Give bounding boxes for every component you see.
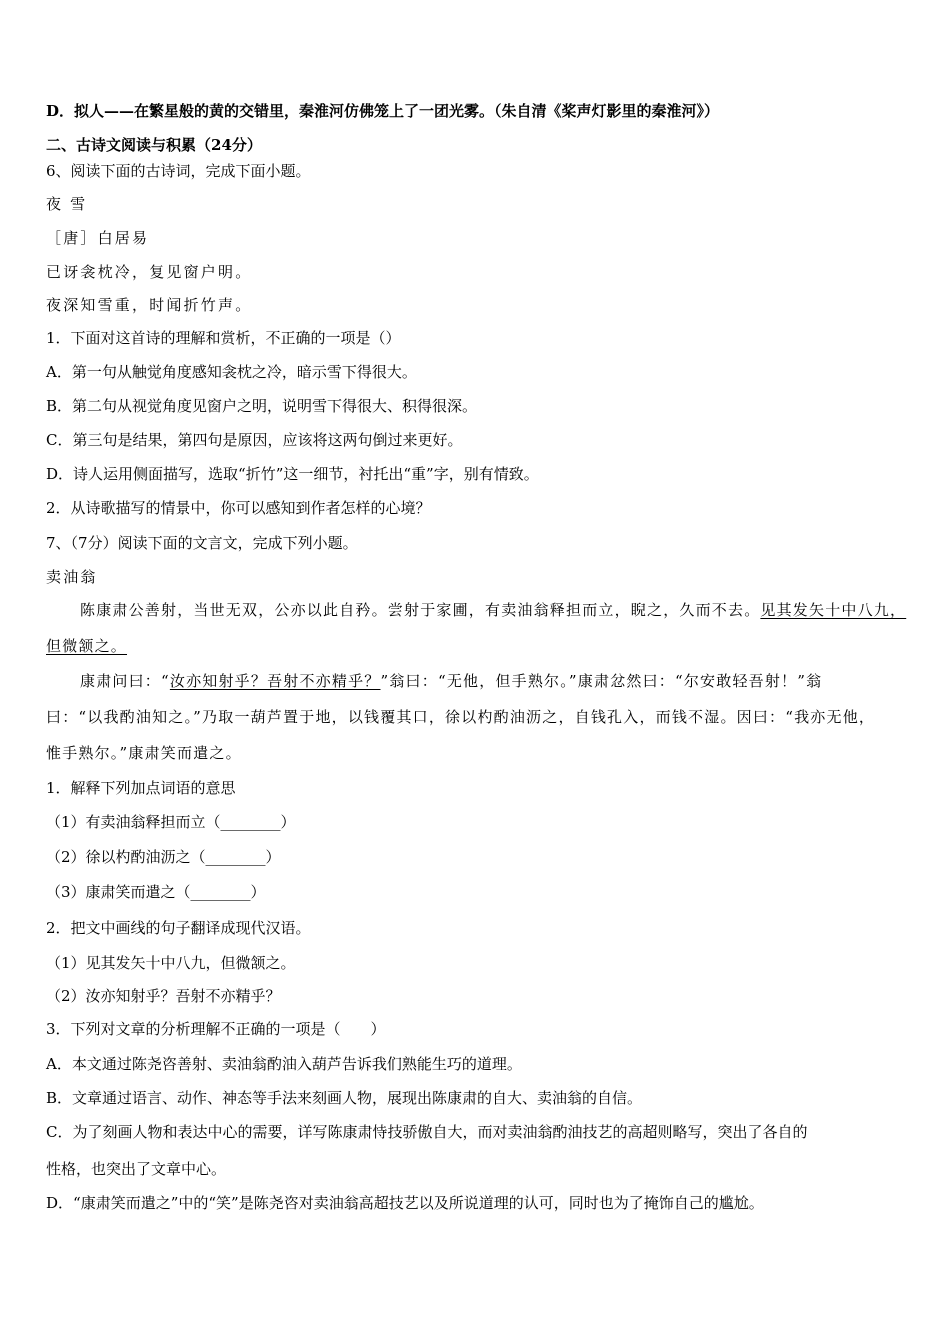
q7-option-b: B．文章通过语言、动作、神态等手法来刻画人物，展现出陈康肃的自大、卖油翁的自信。 bbox=[46, 1089, 643, 1107]
q7-option-c-line-1: C．为了刻画人物和表达中心的需要，详写陈康肃恃技骄傲自大，而对卖油翁酌油技艺的高超则略写，突出了各自的 bbox=[46, 1123, 808, 1141]
q7-question-1-1: （1）有卖油翁释担而立（________） bbox=[46, 813, 296, 831]
q7-option-a: A．本文通过陈尧咨善射、卖油翁酌油入葫芦告诉我们熟能生巧的道理。 bbox=[46, 1055, 522, 1073]
q7-question-1-3: （3）康肃笑而遣之（________） bbox=[46, 883, 266, 901]
q6-option-b: B．第二句从视觉角度见窗户之明，说明雪下得很大、积得很深。 bbox=[46, 397, 478, 415]
q7-question-1: 1．解释下列加点词语的意思 bbox=[46, 779, 236, 797]
q7-title: 卖油翁 bbox=[46, 568, 98, 586]
q7-question-2: 2．把文中画线的句子翻译成现代汉语。 bbox=[46, 919, 311, 937]
q7-option-d: D．“康肃笑而遣之”中的“笑”是陈尧咨对卖油翁高超技艺以及所说道理的认可，同时也为了掩饰自己的尴尬。 bbox=[46, 1194, 764, 1212]
passage-p2-start: 康肃问曰：“ bbox=[80, 672, 170, 690]
q6-option-c: C．第三句是结果，第四句是原因，应该将这两句倒过来更好。 bbox=[46, 431, 463, 449]
q6-intro: 6、阅读下面的古诗词，完成下面小题。 bbox=[46, 162, 311, 180]
passage-p1-plain: 陈康肃公善射，当世无双，公亦以此自矜。尝射于家圃，有卖油翁释担而立，睨之，久而不去。 bbox=[80, 601, 761, 619]
section-title: 二、古诗文阅读与积累（24分） bbox=[46, 136, 262, 154]
q7-intro: 7、（7分）阅读下面的文言文，完成下列小题。 bbox=[46, 534, 358, 552]
passage-p1-line-1 bbox=[80, 600, 906, 620]
option-d-top: D．拟人——在繁星般的黄的交错里，秦淮河仿佛笼上了一团光雾。（朱自清《桨声灯影里的秦淮河》） bbox=[46, 102, 720, 120]
q7-question-2-2: （2）汝亦知射乎？吾射不亦精乎？ bbox=[46, 987, 281, 1005]
q7-question-3: 3．下列对文章的分析理解不正确的一项是（ ） bbox=[46, 1020, 386, 1038]
q6-question-2: 2．从诗歌描写的情景中，你可以感知到作者怎样的心境？ bbox=[46, 499, 431, 517]
passage-p1-line-2: 但微颔之。 bbox=[46, 637, 128, 655]
passage-p2-line-3: 惟手熟尔。”康肃笑而遣之。 bbox=[46, 744, 242, 762]
passage-p2-line-1 bbox=[80, 671, 822, 691]
q7-question-2-1: （1）见其发矢十中八九，但微颔之。 bbox=[46, 954, 296, 972]
passage-p2-underlined: 汝亦知射乎？吾射不亦精乎？ bbox=[169, 672, 381, 690]
passage-p2-line-2: 曰：“以我酌油知之。”乃取一葫芦置于地，以钱覆其口，徐以杓酌油沥之，自钱孔入，而钱不湿。因曰：“我亦无他， bbox=[46, 708, 876, 726]
q7-question-1-2: （2）徐以杓酌油沥之（________） bbox=[46, 848, 281, 866]
q6-option-a: A．第一句从触觉角度感知衾枕之冷，暗示雪下得很大。 bbox=[46, 363, 417, 381]
poem-line-1: 已讶衾枕冷，复见窗户明。 bbox=[46, 263, 253, 281]
passage-p2-rest: ”翁曰：“无他，但手熟尔。”康肃忿然曰：“尔安敢轻吾射！”翁 bbox=[380, 672, 823, 690]
q6-option-d: D．诗人运用侧面描写，选取“折竹”这一细节，衬托出“重”字，别有情致。 bbox=[46, 465, 539, 483]
poem-title: 夜 雪 bbox=[46, 195, 88, 213]
q6-question-1: 1．下面对这首诗的理解和赏析，不正确的一项是（） bbox=[46, 329, 401, 347]
q7-option-c-line-2: 性格，也突出了文章中心。 bbox=[46, 1160, 227, 1178]
poem-line-2: 夜深知雪重，时闻折竹声。 bbox=[46, 296, 253, 314]
passage-p1-underlined: 见其发矢十中八九， bbox=[760, 601, 907, 619]
poem-author: ［唐］白居易 bbox=[46, 229, 150, 247]
